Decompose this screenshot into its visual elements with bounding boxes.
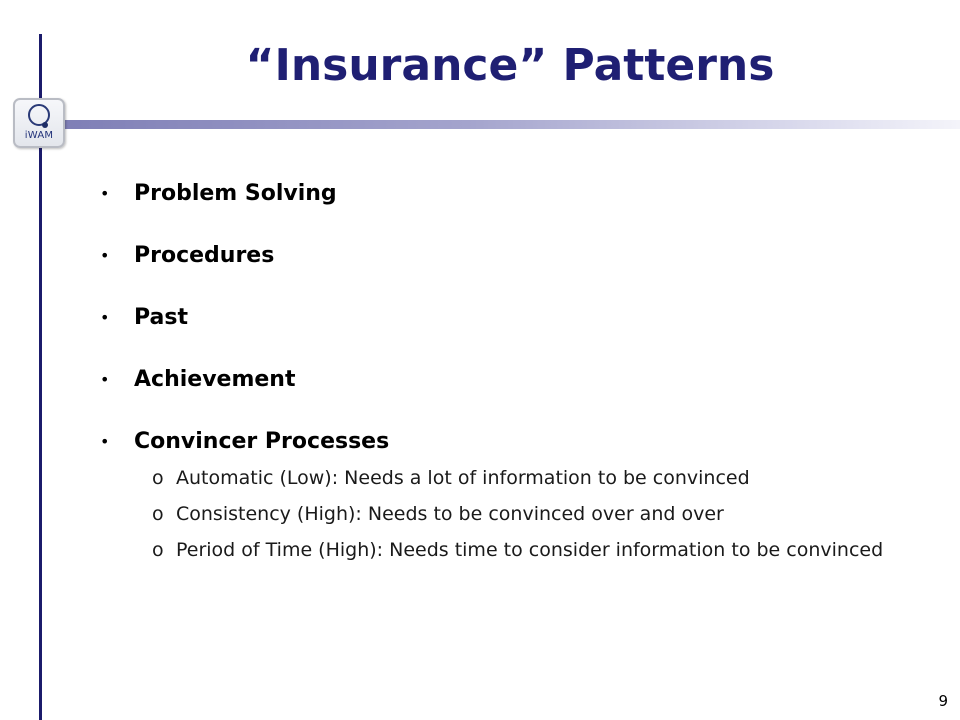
page-number: 9 bbox=[938, 692, 948, 710]
sub-bullet-item bbox=[152, 464, 932, 492]
bullet-marker: • bbox=[100, 246, 110, 265]
bullet-marker: • bbox=[100, 370, 110, 389]
sub-bullet-text: Period of Time (High): Needs time to consider information to be convinced bbox=[176, 539, 884, 561]
bullet-item bbox=[98, 420, 928, 464]
bullet-label: Problem Solving bbox=[134, 181, 337, 206]
sub-bullet-marker: o bbox=[152, 503, 164, 525]
sub-bullet-item bbox=[152, 536, 932, 564]
bullet-marker: • bbox=[100, 432, 110, 451]
bullet-label: Achievement bbox=[134, 367, 296, 392]
sub-bullet-item bbox=[152, 500, 932, 528]
bullet-marker: • bbox=[100, 308, 110, 327]
bullet-item bbox=[98, 296, 928, 358]
slide-title: “Insurance” Patterns bbox=[245, 40, 775, 91]
bullet-list bbox=[98, 172, 928, 572]
bullet-item bbox=[98, 234, 928, 296]
bullet-label: Procedures bbox=[134, 243, 275, 268]
sub-bullet-text: Automatic (Low): Needs a lot of information to be convinced bbox=[176, 467, 750, 489]
logo-text: iWAM bbox=[24, 130, 54, 141]
bullet-label: Past bbox=[134, 305, 188, 330]
sub-bullet-text: Consistency (High): Needs to be convinced over and over bbox=[176, 503, 724, 525]
iwam-logo bbox=[13, 98, 65, 148]
sub-bullet-marker: o bbox=[152, 467, 164, 489]
bullet-item bbox=[98, 358, 928, 420]
bullet-marker: • bbox=[100, 184, 110, 203]
logo-dot-icon bbox=[42, 122, 48, 128]
horizontal-gradient-bar bbox=[64, 120, 960, 129]
sub-bullet-list bbox=[152, 464, 932, 564]
bullet-item bbox=[98, 172, 928, 234]
bullet-label: Convincer Processes bbox=[134, 429, 390, 454]
sub-bullet-marker: o bbox=[152, 539, 164, 561]
